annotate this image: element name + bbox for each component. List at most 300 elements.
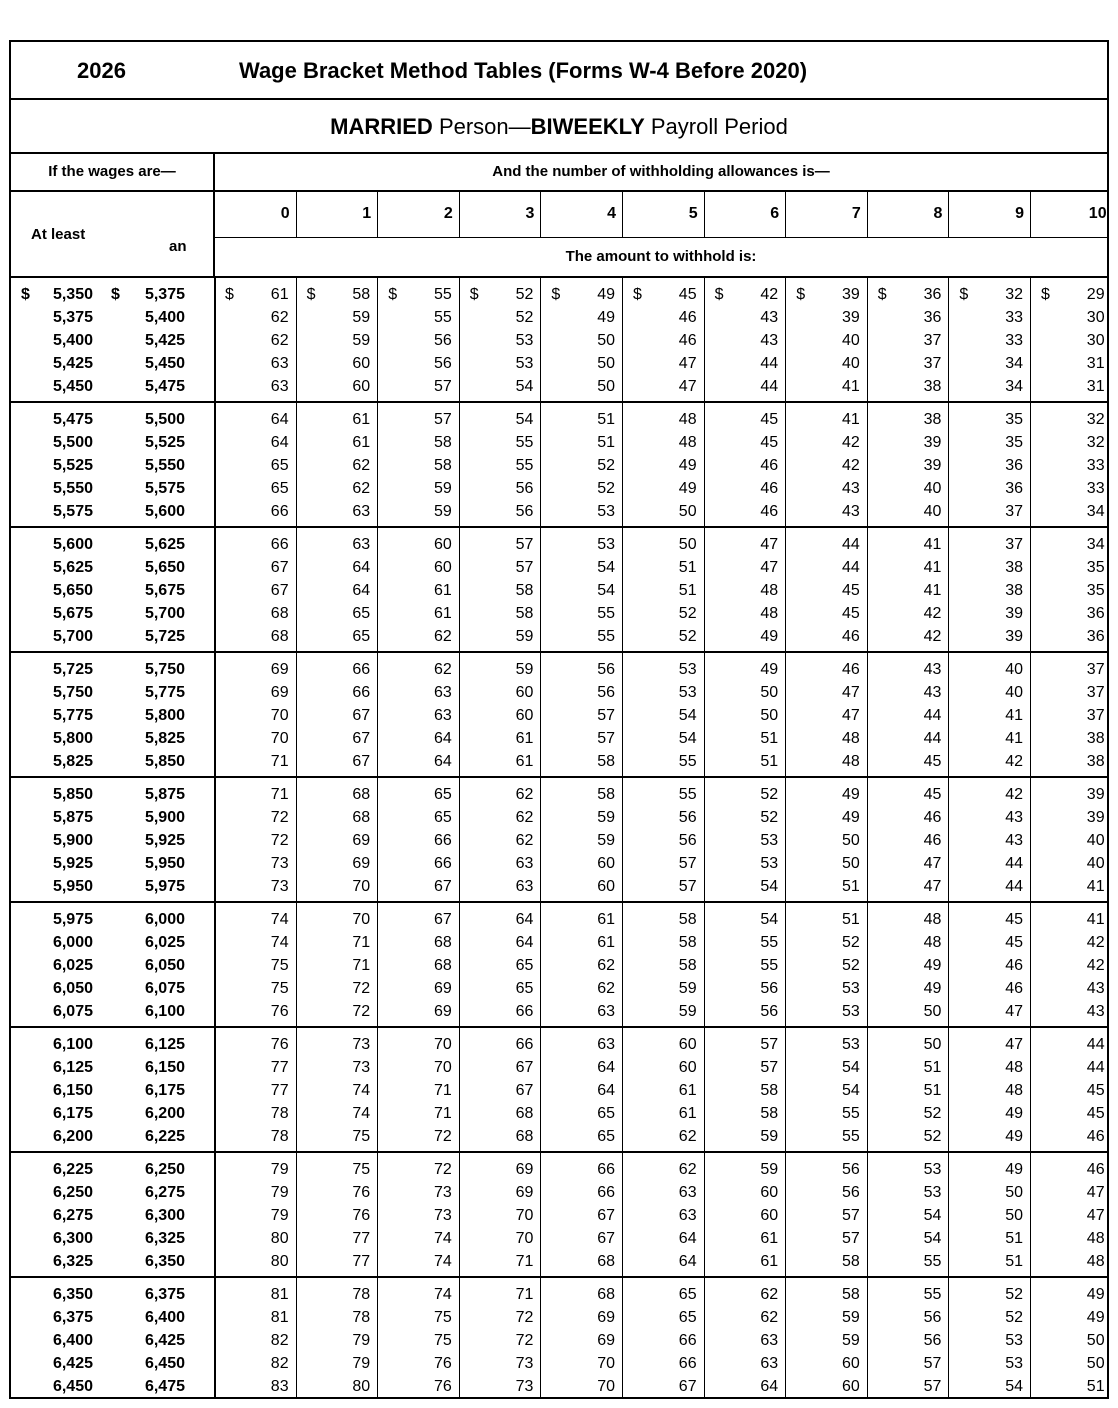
withholding-amount: 49 — [678, 457, 697, 474]
withholding-amount: 65 — [270, 480, 289, 497]
withholding-amount: 60 — [352, 355, 371, 372]
withholding-amount: 75 — [352, 1161, 371, 1178]
withholding-amount: 52 — [760, 809, 779, 826]
withholding-amount: 59 — [760, 1128, 779, 1145]
withholding-amount: 62 — [760, 1286, 779, 1303]
withholding-amount: 31 — [1086, 355, 1105, 372]
withholding-amount: 45 — [760, 434, 779, 451]
withholding-amount: 67 — [678, 1378, 697, 1395]
withholding-amount: 30 — [1086, 332, 1105, 349]
withholding-amount: 62 — [515, 832, 534, 849]
withholding-amount: 44 — [841, 536, 860, 553]
withholding-amount: 80 — [270, 1230, 289, 1247]
withholding-amount: 74 — [270, 911, 289, 928]
withholding-amount: 62 — [678, 1128, 697, 1145]
withholding-amount: 32 — [1005, 286, 1023, 303]
withholding-amount: 44 — [760, 355, 779, 372]
withholding-amount: 48 — [1005, 1059, 1023, 1076]
withholding-amount: 48 — [923, 911, 942, 928]
withholding-amount: 54 — [841, 1059, 860, 1076]
table-row — [11, 286, 1107, 309]
withholding-amount: 73 — [352, 1036, 371, 1053]
withholding-amount: 48 — [760, 605, 779, 622]
withholding-amount: 64 — [760, 1378, 779, 1395]
subtitle-person: Person— — [432, 114, 531, 139]
wage-less-than: 5,800 — [144, 707, 185, 724]
withholding-amount: 40 — [923, 480, 942, 497]
withholding-amount: 43 — [841, 480, 860, 497]
withholding-amount: 32 — [1086, 434, 1105, 451]
withholding-amount: 50 — [841, 855, 860, 872]
wage-at-least: 5,675 — [52, 605, 93, 622]
withholding-amount: 57 — [841, 1207, 860, 1224]
withholding-amount: 49 — [841, 786, 860, 803]
less-than-label: an — [169, 238, 187, 255]
withholding-amount: 37 — [1086, 661, 1105, 678]
allowance-column-1: 1 — [297, 192, 379, 237]
withholding-amount: 51 — [841, 911, 860, 928]
table-row — [11, 730, 1107, 753]
withholding-amount: 45 — [1005, 934, 1023, 951]
wage-less-than: 6,000 — [144, 911, 185, 928]
wage-less-than: 5,525 — [144, 434, 185, 451]
withholding-amount: 54 — [841, 1082, 860, 1099]
withholding-amount: 50 — [923, 1036, 942, 1053]
withholding-amount: 50 — [597, 355, 615, 372]
withholding-amount: 37 — [1086, 684, 1105, 701]
withholding-amount: 70 — [433, 1059, 452, 1076]
wage-at-least: 6,400 — [52, 1332, 93, 1349]
withholding-amount: 69 — [270, 684, 289, 701]
withholding-amount: 58 — [433, 434, 452, 451]
wage-less-than: 5,475 — [144, 378, 185, 395]
withholding-amount: 63 — [515, 855, 534, 872]
withholding-amount: 53 — [597, 536, 615, 553]
subtitle-period: BIWEEKLY — [530, 114, 645, 139]
withholding-amount: 69 — [597, 1309, 615, 1326]
withholding-amount: 43 — [1086, 1003, 1105, 1020]
withholding-amount: 39 — [923, 457, 942, 474]
withholding-amount: 57 — [923, 1378, 942, 1395]
withholding-amount: 58 — [841, 1253, 860, 1270]
withholding-amount: 36 — [1005, 480, 1023, 497]
withholding-amount: 49 — [841, 809, 860, 826]
table-row — [11, 559, 1107, 582]
withholding-amount: 46 — [760, 503, 779, 520]
table-row — [11, 855, 1107, 878]
withholding-amount: 50 — [923, 1003, 942, 1020]
withholding-amount: 76 — [270, 1003, 289, 1020]
withholding-amount: 48 — [1086, 1230, 1105, 1247]
withholding-amount: 46 — [1005, 957, 1023, 974]
withholding-amount: 69 — [270, 661, 289, 678]
withholding-amount: 77 — [352, 1253, 371, 1270]
withholding-amount: 65 — [352, 605, 371, 622]
allowance-column-7: 7 — [786, 192, 868, 237]
wage-less-than: 6,025 — [144, 934, 185, 951]
allowance-column-3: 3 — [460, 192, 542, 237]
withholding-amount: 73 — [433, 1207, 452, 1224]
withholding-amount: 62 — [597, 957, 615, 974]
table-row — [11, 1332, 1107, 1355]
withholding-amount: 72 — [433, 1128, 452, 1145]
wage-at-least: 5,450 — [52, 378, 93, 395]
withholding-amount: 49 — [597, 309, 615, 326]
withholding-amount: 59 — [352, 309, 371, 326]
withholding-amount: 39 — [1005, 628, 1023, 645]
withholding-amount: 52 — [1005, 1286, 1023, 1303]
withholding-amount: 61 — [515, 730, 534, 747]
withholding-amount: 58 — [352, 286, 371, 303]
withholding-amount: 65 — [678, 1286, 697, 1303]
withholding-amount: 43 — [1005, 809, 1023, 826]
withholding-amount: 78 — [270, 1105, 289, 1122]
withholding-amount: 57 — [433, 411, 452, 428]
wage-at-least: 5,650 — [52, 582, 93, 599]
withholding-amount: 52 — [678, 605, 697, 622]
withholding-amount: 60 — [760, 1207, 779, 1224]
withholding-amount: 73 — [515, 1378, 534, 1395]
withholding-amount: 63 — [270, 378, 289, 395]
withholding-amount: 33 — [1005, 332, 1023, 349]
withholding-amount: 59 — [433, 503, 452, 520]
wage-less-than: 6,125 — [144, 1036, 185, 1053]
withholding-amount: 64 — [597, 1059, 615, 1076]
title-row — [11, 42, 1107, 100]
withholding-amount: 55 — [515, 457, 534, 474]
withholding-amount: 68 — [597, 1253, 615, 1270]
withholding-amount: 48 — [1005, 1082, 1023, 1099]
withholding-amount: 55 — [597, 605, 615, 622]
at-least-label: At least — [31, 226, 86, 243]
withholding-amount: 56 — [678, 809, 697, 826]
table-row — [11, 582, 1107, 605]
withholding-amount: 77 — [270, 1082, 289, 1099]
withholding-amount: 61 — [597, 934, 615, 951]
withholding-amount: 69 — [515, 1184, 534, 1201]
withholding-amount: 50 — [597, 332, 615, 349]
withholding-amount: 71 — [433, 1082, 452, 1099]
withholding-amount: 58 — [841, 1286, 860, 1303]
withholding-amount: 64 — [352, 582, 371, 599]
withholding-amount: 47 — [760, 559, 779, 576]
withholding-amount: 71 — [515, 1286, 534, 1303]
withholding-amount: 47 — [1086, 1207, 1105, 1224]
withholding-amount: 39 — [1005, 605, 1023, 622]
withholding-amount: 35 — [1086, 582, 1105, 599]
wage-less-than: 6,175 — [144, 1082, 185, 1099]
withholding-amount: 75 — [433, 1309, 452, 1326]
withholding-amount: 57 — [760, 1059, 779, 1076]
withholding-amount: 42 — [1005, 753, 1023, 770]
withholding-amount: 68 — [433, 957, 452, 974]
withholding-amount: 57 — [433, 378, 452, 395]
withholding-amount: 39 — [1086, 809, 1105, 826]
wage-at-least: 6,100 — [52, 1036, 93, 1053]
withholding-amount: 39 — [841, 286, 860, 303]
withholding-amount: 50 — [1005, 1207, 1023, 1224]
withholding-amount: 42 — [841, 457, 860, 474]
withholding-amount: 48 — [923, 934, 942, 951]
withholding-amount: 42 — [923, 628, 942, 645]
withholding-amount: 50 — [678, 503, 697, 520]
withholding-amount: 44 — [1086, 1059, 1105, 1076]
withholding-amount: 60 — [841, 1378, 860, 1395]
table-row — [11, 1082, 1107, 1105]
table-row — [11, 457, 1107, 480]
dollar-sign: $ — [225, 286, 234, 303]
withholding-amount: 69 — [352, 832, 371, 849]
withholding-amount: 71 — [352, 957, 371, 974]
withholding-amount: 44 — [760, 378, 779, 395]
withholding-amount: 76 — [352, 1207, 371, 1224]
withholding-amount: 50 — [1086, 1332, 1105, 1349]
wage-less-than: 5,925 — [144, 832, 185, 849]
withholding-amount: 46 — [1086, 1161, 1105, 1178]
withholding-amount: 51 — [923, 1059, 942, 1076]
withholding-amount: 55 — [515, 434, 534, 451]
row-group — [11, 653, 1107, 778]
withholding-amount: 37 — [1086, 707, 1105, 724]
withholding-amount: 77 — [270, 1059, 289, 1076]
withholding-amount: 56 — [923, 1309, 942, 1326]
withholding-amount: 44 — [1005, 878, 1023, 895]
withholding-amount: 54 — [515, 378, 534, 395]
withholding-amount: 66 — [597, 1184, 615, 1201]
table-row — [11, 1128, 1107, 1151]
row-group — [11, 1153, 1107, 1278]
withholding-amount: 37 — [1005, 503, 1023, 520]
dollar-sign: $ — [877, 286, 887, 303]
withholding-amount: 38 — [1086, 753, 1105, 770]
withholding-amount: 34 — [1005, 355, 1023, 372]
withholding-amount: 74 — [352, 1082, 371, 1099]
withholding-amount: 75 — [270, 957, 289, 974]
table-row — [11, 480, 1107, 503]
withholding-amount: 51 — [841, 878, 860, 895]
wage-at-least: 6,375 — [52, 1309, 93, 1326]
withholding-amount: 61 — [678, 1082, 697, 1099]
withholding-amount: 58 — [760, 1082, 779, 1099]
withholding-amount: 72 — [352, 1003, 371, 1020]
withholding-amount: 66 — [352, 661, 371, 678]
withholding-amount: 47 — [841, 707, 860, 724]
withholding-amount: 64 — [352, 559, 371, 576]
withholding-amount: 43 — [923, 661, 942, 678]
withholding-amount: 42 — [1005, 786, 1023, 803]
table-body — [11, 278, 1107, 1397]
withholding-amount: 46 — [923, 832, 942, 849]
withholding-amount: 60 — [515, 684, 534, 701]
withholding-amount: 34 — [1086, 503, 1105, 520]
withholding-amount: 51 — [760, 753, 779, 770]
table-row — [11, 605, 1107, 628]
wage-less-than: 5,850 — [144, 753, 185, 770]
withholding-amount: 67 — [433, 911, 452, 928]
wage-at-least: 5,350 — [52, 286, 93, 303]
withholding-amount: 56 — [841, 1161, 860, 1178]
withholding-amount: 59 — [760, 1161, 779, 1178]
withholding-amount: 41 — [841, 411, 860, 428]
dollar-sign: $ — [111, 286, 120, 303]
withholding-amount: 49 — [923, 957, 942, 974]
table-row — [11, 1105, 1107, 1128]
allowance-column-8: 8 — [868, 192, 950, 237]
wage-bracket-table — [9, 40, 1109, 1399]
row-group — [11, 403, 1107, 528]
withholding-amount: 36 — [1086, 605, 1105, 622]
withholding-amount: 33 — [1086, 480, 1105, 497]
withholding-amount: 43 — [841, 503, 860, 520]
withholding-amount: 35 — [1005, 434, 1023, 451]
withholding-amount: 41 — [1005, 707, 1023, 724]
table-row — [11, 661, 1107, 684]
wage-at-least: 5,850 — [52, 786, 93, 803]
withholding-amount: 50 — [760, 684, 779, 701]
withholding-amount: 42 — [1086, 957, 1105, 974]
withholding-amount: 59 — [678, 980, 697, 997]
withholding-amount: 53 — [515, 332, 534, 349]
withholding-amount: 47 — [841, 684, 860, 701]
withholding-amount: 61 — [433, 582, 452, 599]
withholding-amount: 65 — [515, 957, 534, 974]
withholding-amount: 50 — [1086, 1355, 1105, 1372]
wage-at-least: 5,550 — [52, 480, 93, 497]
withholding-amount: 69 — [597, 1332, 615, 1349]
withholding-amount: 70 — [597, 1355, 615, 1372]
table-row — [11, 1230, 1107, 1253]
withholding-amount: 61 — [678, 1105, 697, 1122]
withholding-amount: 64 — [433, 753, 452, 770]
withholding-amount: 53 — [841, 1003, 860, 1020]
withholding-amount: 54 — [597, 559, 615, 576]
wage-at-least: 6,425 — [52, 1355, 93, 1372]
withholding-amount: 52 — [515, 309, 534, 326]
withholding-amount: 41 — [923, 536, 942, 553]
withholding-amount: 66 — [270, 503, 289, 520]
withholding-amount: 63 — [352, 503, 371, 520]
table-row — [11, 1184, 1107, 1207]
table-row — [11, 911, 1107, 934]
withholding-amount: 49 — [678, 480, 697, 497]
dollar-sign: $ — [551, 286, 561, 303]
wage-at-least: 5,800 — [52, 730, 93, 747]
wage-less-than: 6,300 — [144, 1207, 185, 1224]
withholding-amount: 40 — [1086, 832, 1105, 849]
withholding-amount: 62 — [515, 809, 534, 826]
withholding-amount: 70 — [597, 1378, 615, 1395]
withholding-amount: 32 — [1086, 411, 1105, 428]
withholding-amount: 44 — [841, 559, 860, 576]
dollar-sign: $ — [1041, 286, 1050, 303]
dollar-sign: $ — [388, 286, 398, 303]
withholding-amount: 51 — [678, 559, 697, 576]
wage-less-than: 6,425 — [144, 1332, 185, 1349]
withholding-amount: 44 — [1086, 1036, 1105, 1053]
withholding-amount: 49 — [923, 980, 942, 997]
withholding-amount: 45 — [760, 411, 779, 428]
wage-less-than: 5,375 — [144, 286, 185, 303]
withholding-amount: 68 — [352, 786, 371, 803]
wage-at-least: 5,825 — [52, 753, 93, 770]
wage-at-least: 5,575 — [52, 503, 93, 520]
withholding-amount: 45 — [1086, 1082, 1105, 1099]
withholding-amount: 67 — [433, 878, 452, 895]
table-row — [11, 1309, 1107, 1332]
withholding-amount: 55 — [760, 934, 779, 951]
wage-at-least: 5,525 — [52, 457, 93, 474]
withholding-amount: 56 — [760, 1003, 779, 1020]
withholding-amount: 44 — [923, 730, 942, 747]
withholding-amount: 55 — [760, 957, 779, 974]
withholding-amount: 46 — [678, 309, 697, 326]
withholding-amount: 66 — [270, 536, 289, 553]
withholding-amount: 63 — [678, 1184, 697, 1201]
table-row — [11, 809, 1107, 832]
table-row — [11, 332, 1107, 355]
table-row — [11, 1207, 1107, 1230]
table-row — [11, 684, 1107, 707]
withholding-amount: 50 — [760, 707, 779, 724]
dollar-sign: $ — [633, 286, 642, 303]
table-row — [11, 753, 1107, 776]
withholding-amount: 42 — [841, 434, 860, 451]
withholding-amount: 68 — [270, 628, 289, 645]
withholding-amount: 53 — [1005, 1332, 1023, 1349]
withholding-amount: 40 — [841, 332, 860, 349]
withholding-amount: 55 — [923, 1253, 942, 1270]
withholding-amount: 72 — [270, 832, 289, 849]
wage-less-than: 6,450 — [144, 1355, 185, 1372]
withholding-amount: 50 — [1005, 1184, 1023, 1201]
withholding-amount: 54 — [678, 730, 697, 747]
withholding-amount: 73 — [270, 878, 289, 895]
withholding-amount: 38 — [1086, 730, 1105, 747]
withholding-amount: 51 — [678, 582, 697, 599]
withholding-amount: 55 — [678, 753, 697, 770]
wage-at-least: 6,225 — [52, 1161, 93, 1178]
withholding-amount: 56 — [760, 980, 779, 997]
wage-less-than: 5,625 — [144, 536, 185, 553]
wage-less-than: 5,950 — [144, 855, 185, 872]
withholding-amount: 48 — [1086, 1253, 1105, 1270]
withholding-amount: 39 — [1086, 786, 1105, 803]
table-row — [11, 378, 1107, 401]
table-row — [11, 878, 1107, 901]
wage-at-least: 5,500 — [52, 434, 93, 451]
wage-at-least: 5,700 — [52, 628, 93, 645]
withholding-amount: 68 — [515, 1128, 534, 1145]
table-row — [11, 1036, 1107, 1059]
withholding-amount: 53 — [923, 1184, 942, 1201]
withholding-amount: 49 — [1005, 1105, 1023, 1122]
withholding-amount: 64 — [678, 1230, 697, 1247]
withholding-amount: 82 — [270, 1332, 289, 1349]
dollar-sign: $ — [306, 286, 316, 303]
wage-at-least: 5,750 — [52, 684, 93, 701]
allowance-column-4: 4 — [541, 192, 623, 237]
withholding-amount: 45 — [923, 786, 942, 803]
table-row — [11, 411, 1107, 434]
withholding-amount: 58 — [760, 1105, 779, 1122]
withholding-amount: 65 — [678, 1309, 697, 1326]
table-row — [11, 355, 1107, 378]
withholding-amount: 63 — [270, 355, 289, 372]
withholding-amount: 37 — [1005, 536, 1023, 553]
withholding-amount: 46 — [841, 628, 860, 645]
withholding-amount: 48 — [678, 411, 697, 428]
withholding-amount: 60 — [597, 878, 615, 895]
